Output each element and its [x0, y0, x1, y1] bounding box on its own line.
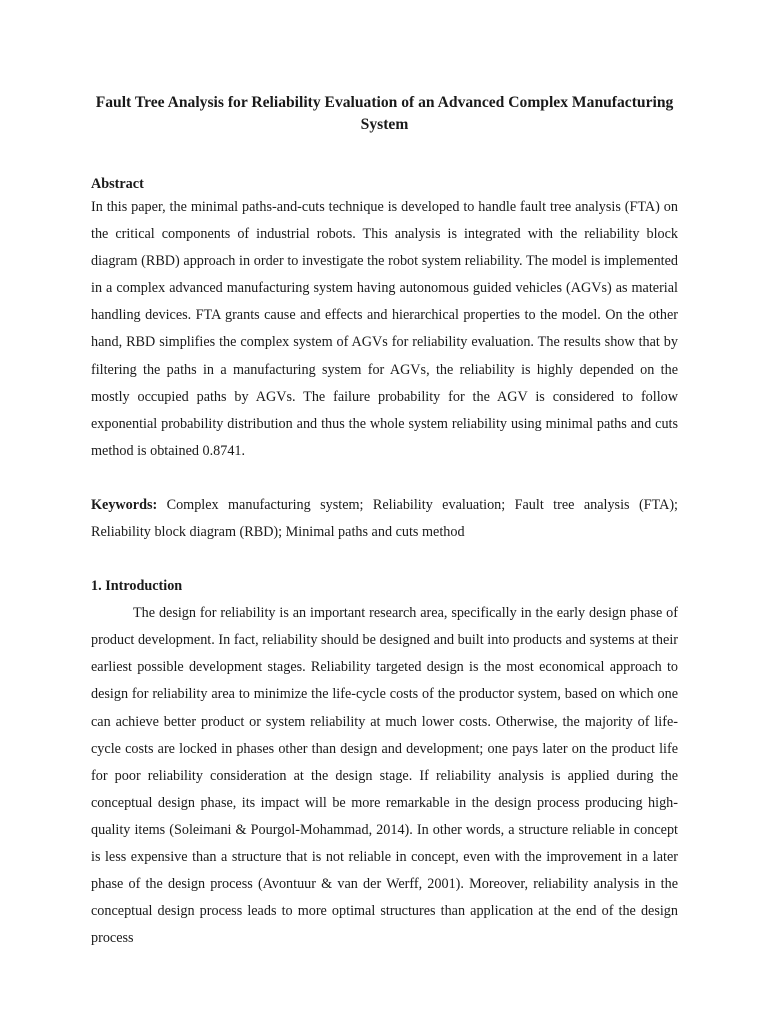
keywords-paragraph — [91, 492, 678, 546]
abstract-heading: Abstract — [91, 176, 144, 192]
paper-title: Fault Tree Analysis for Reliability Evaluation of an Advanced Complex Manufacturing System — [95, 94, 674, 133]
introduction-heading: 1. Introduction — [91, 578, 183, 595]
paper-page — [91, 92, 678, 952]
abstract-text: In this paper, the minimal paths-and-cuts technique is developed to handle fault tree analysis (FTA) on the critical components of industrial robots. This analysis is integrated with the reliability block diagram (RBD) approach in order to investigate the robot system reliability. The model is implemented in a complex advanced manufacturing system having autonomous guided vehicles (AGVs) as material handling devices. FTA grants cause and effects and hierarchical properties to the model. On the other hand, RBD simplifies the complex system of AGVs for reliability evaluation. The results show that by filtering the paths in a manufacturing system for AGVs, the reliability is highly depended on the mostly occupied paths by AGVs. The failure probability for the AGV is considered to follow exponential probability distribution and thus the whole system reliability using minimal paths and cuts method is obtained 0.8741. — [91, 199, 678, 459]
introduction-text: The design for reliability is an important research area, specifically in the early design phase of product development. In fact, reliability should be designed and built into products and systems at their earliest possible development stages. Reliability targeted design is the most economical approach to design for reliability area to minimize the life-cycle costs of the productor system, based on which one can achieve better product or system reliability at much lower costs. Otherwise, the majority of life-cycle costs are locked in phases other than design and development; one pays later on the product life for poor reliability consideration at the design stage. If reliability analysis is applied during the conceptual design phase, its impact will be more remarkable in the design process producing high-quality items (Soleimani & Pourgol-Mohammad, 2014). In other words, a structure reliable in concept is less expensive than a structure that is not reliable in concept, even with the improvement in a later phase of the design process (Avontuur & van der Werff, 2001). Moreover, reliability analysis in the conceptual design process leads to more optimal structures than application at the end of the design process — [91, 605, 678, 947]
keywords-label: Keywords: — [91, 496, 158, 513]
keywords-text: Complex manufacturing system; Reliability evaluation; Fault tree analysis (FTA); Reliability block diagram (RBD); Minimal paths and cuts method — [91, 496, 678, 541]
